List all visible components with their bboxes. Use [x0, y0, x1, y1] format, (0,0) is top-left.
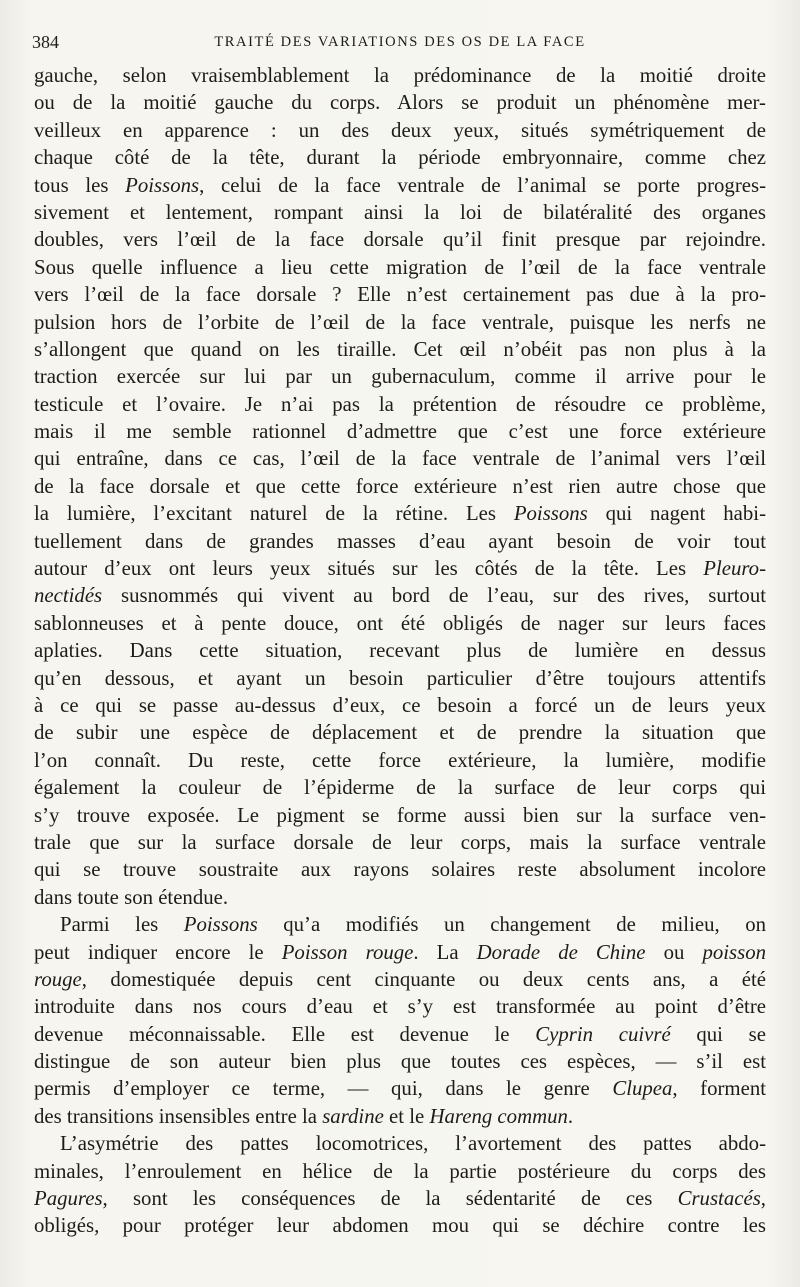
text-segment: trale que sur la surface dorsale de leur corps, mais la surface ventrale — [34, 830, 766, 854]
italic-term: Dorade de Chine — [476, 940, 646, 964]
text-line — [34, 418, 766, 445]
italic-term: Crustacés — [677, 1187, 761, 1211]
text-segment: pulsion hors de l’orbite de l’œil de la face ventrale, puisque les nerfs ne — [34, 310, 766, 334]
text-segment: tuellement dans de grandes masses d’eau ayant besoin de voir tout — [34, 529, 766, 553]
text-line — [34, 719, 766, 746]
text-segment: Sous quelle influence a lieu cette migration de l’œil de la face ventrale — [34, 255, 766, 279]
text-segment: testicule et l’ovaire. Je n’ai pas la prétention de résoudre ce problème, — [34, 392, 766, 416]
text-segment: qui entraîne, dans ce cas, l’œil de la face ventrale de l’animal vers l’œil — [34, 447, 766, 471]
text-segment: qu’en dessous, et ayant un besoin particulier d’être toujours attentifs — [34, 666, 766, 690]
text-segment: , sont les conséquences de la sédentarité de ces — [102, 1187, 678, 1211]
italic-term: Pleuro- — [703, 557, 766, 581]
text-line — [34, 1103, 766, 1130]
text-segment: qui nagent habi- — [587, 502, 766, 526]
text-line — [34, 993, 766, 1020]
italic-term: Pagures — [34, 1187, 103, 1211]
text-segment: de subir une espèce de déplacement et de prendre la situation que — [34, 721, 766, 745]
text-line — [34, 637, 766, 664]
text-line — [34, 445, 766, 472]
text-segment: veilleux en apparence : un des deux yeux, situés symétriquement de — [34, 118, 766, 142]
text-line — [34, 1185, 766, 1212]
text-line — [34, 254, 766, 281]
italic-term: rouge — [34, 967, 82, 991]
text-line — [34, 336, 766, 363]
text-line — [34, 1075, 766, 1102]
text-segment: obligés, pour protéger leur abdomen mou qui se déchire contre les — [34, 1214, 766, 1238]
text-segment: . La — [413, 940, 477, 964]
text-segment: , celui de la face ventrale de l’animal se porte progres- — [199, 173, 767, 197]
text-line — [34, 500, 766, 527]
text-line — [34, 610, 766, 637]
text-segment: chaque côté de la tête, durant la période embryonnaire, comme chez — [34, 146, 766, 170]
text-line — [34, 199, 766, 226]
text-segment: doubles, vers l’œil de la face dorsale qu’il finit presque par rejoindre. — [34, 228, 766, 252]
text-segment: l’on connaît. Du reste, cette force extérieure, la lumière, modifie — [34, 748, 766, 772]
text-line — [34, 582, 766, 609]
text-segment: devenue méconnaissable. Elle est devenue le — [34, 1022, 536, 1046]
text-line — [34, 692, 766, 719]
text-line — [34, 911, 766, 938]
text-segment: gauche, selon vraisemblablement la prédominance de la moitié droite — [34, 64, 766, 87]
text-line — [34, 774, 766, 801]
text-line — [34, 363, 766, 390]
text-line — [34, 802, 766, 829]
text-segment: et le — [383, 1104, 430, 1128]
text-segment: . — [567, 1104, 574, 1128]
text-line — [34, 939, 766, 966]
text-line — [34, 665, 766, 692]
text-line — [34, 117, 766, 144]
text-segment: minales, l’enroulement en hélice de la partie postérieure du corps des — [34, 1159, 766, 1183]
italic-term: Poissons — [125, 173, 200, 197]
text-line — [34, 226, 766, 253]
text-segment: de la face dorsale et que cette force extérieure n’est rien autre chose que — [34, 474, 766, 498]
italic-term: Hareng commun — [429, 1104, 568, 1128]
text-line — [34, 172, 766, 199]
italic-term: Cyprin cuivré — [535, 1022, 671, 1046]
text-segment: à ce qui se passe au-dessus d’eux, ce besoin a forcé un de leurs yeux — [34, 693, 766, 717]
text-segment: également la couleur de l’épiderme de la surface de leur corps qui — [34, 776, 766, 800]
text-segment: des transitions insensibles entre la — [34, 1104, 323, 1128]
text-line — [34, 1048, 766, 1075]
page-number: 384 — [32, 32, 59, 52]
text-line — [34, 309, 766, 336]
text-segment: la lumière, l’excitant naturel de la rétine. Les — [34, 502, 514, 526]
text-segment: permis d’employer ce terme, — qui, dans le genre — [34, 1077, 613, 1101]
text-segment: s’allongent que quand on les tiraille. Cet œil n’obéit pas non plus à la — [34, 337, 766, 361]
text-line — [34, 62, 766, 89]
text-line — [34, 473, 766, 500]
text-line — [34, 747, 766, 774]
text-line — [34, 391, 766, 418]
text-segment: , — [760, 1187, 766, 1211]
text-segment: sablonneuses et à pente douce, ont été obligés de nager sur leurs faces — [34, 611, 766, 635]
text-segment: qu’a modifiés un changement de milieu, on — [257, 913, 766, 937]
italic-term: Poisson rouge — [281, 940, 414, 964]
text-segment: ou de la moitié gauche du corps. Alors se produit un phénomène mer- — [34, 91, 766, 115]
text-segment: s’y trouve exposée. Le pigment se forme aussi bien sur la surface ven- — [34, 803, 766, 827]
italic-term: Poissons — [183, 913, 258, 937]
text-segment: tous les — [34, 173, 126, 197]
text-line — [34, 1021, 766, 1048]
text-segment: , domestiquée depuis cent cinquante ou deux cents ans, a été — [81, 967, 766, 991]
text-line — [34, 884, 766, 911]
text-segment: peut indiquer encore le — [34, 940, 282, 964]
italic-term: sardine — [322, 1104, 384, 1128]
text-line — [34, 555, 766, 582]
italic-term: Poissons — [513, 502, 588, 526]
paragraph — [34, 1130, 766, 1240]
text-line — [34, 281, 766, 308]
body-text — [34, 62, 766, 1240]
text-line — [34, 1130, 766, 1157]
text-line — [34, 829, 766, 856]
text-segment: traction exercée sur lui par un gubernaculum, comme il arrive pour le — [34, 365, 766, 389]
text-line — [34, 528, 766, 555]
text-line — [34, 856, 766, 883]
text-segment: aplaties. Dans cette situation, recevant plus de lumière en dessus — [34, 639, 766, 663]
text-segment: Parmi les — [60, 913, 184, 937]
text-segment: distingue de son auteur bien plus que toutes ces espèces, — s’il est — [34, 1050, 766, 1074]
text-line — [34, 144, 766, 171]
text-segment: vers l’œil de la face dorsale ? Elle n’est certainement pas due à la pro- — [34, 283, 766, 307]
italic-term: Clupea — [612, 1077, 673, 1101]
italic-term: poisson — [702, 940, 766, 964]
running-title: TRAITÉ DES VARIATIONS DES OS DE LA FACE — [214, 34, 586, 50]
text-line — [34, 1212, 766, 1239]
text-line — [34, 1158, 766, 1185]
text-segment: autour d’eux ont leurs yeux situés sur les côtés de la tête. Les — [34, 557, 704, 581]
text-segment: qui se — [670, 1022, 766, 1046]
text-segment: introduite dans nos cours d’eau et s’y est transformée au point d’être — [34, 995, 766, 1019]
text-segment: susnommés qui vivent au bord de l’eau, sur des rives, surtout — [102, 584, 766, 608]
text-segment: dans toute son étendue. — [34, 885, 229, 909]
italic-term: nectidés — [34, 584, 103, 608]
paragraph — [34, 911, 766, 1130]
text-line — [34, 89, 766, 116]
text-segment: L’asymétrie des pattes locomotrices, l’avortement des pattes abdo- — [60, 1132, 766, 1156]
text-segment: , forment — [672, 1077, 766, 1101]
text-segment: mais il me semble rationnel d’admettre que c’est une force extérieure — [34, 420, 766, 444]
text-segment: qui se trouve soustraite aux rayons solaires reste absolument incolore — [34, 858, 766, 882]
page-header — [32, 30, 768, 54]
text-line — [34, 966, 766, 993]
text-segment: sivement et lentement, rompant ainsi la loi de bilatéralité des organes — [34, 200, 766, 224]
paragraph — [34, 62, 766, 911]
text-segment: ou — [645, 940, 703, 964]
